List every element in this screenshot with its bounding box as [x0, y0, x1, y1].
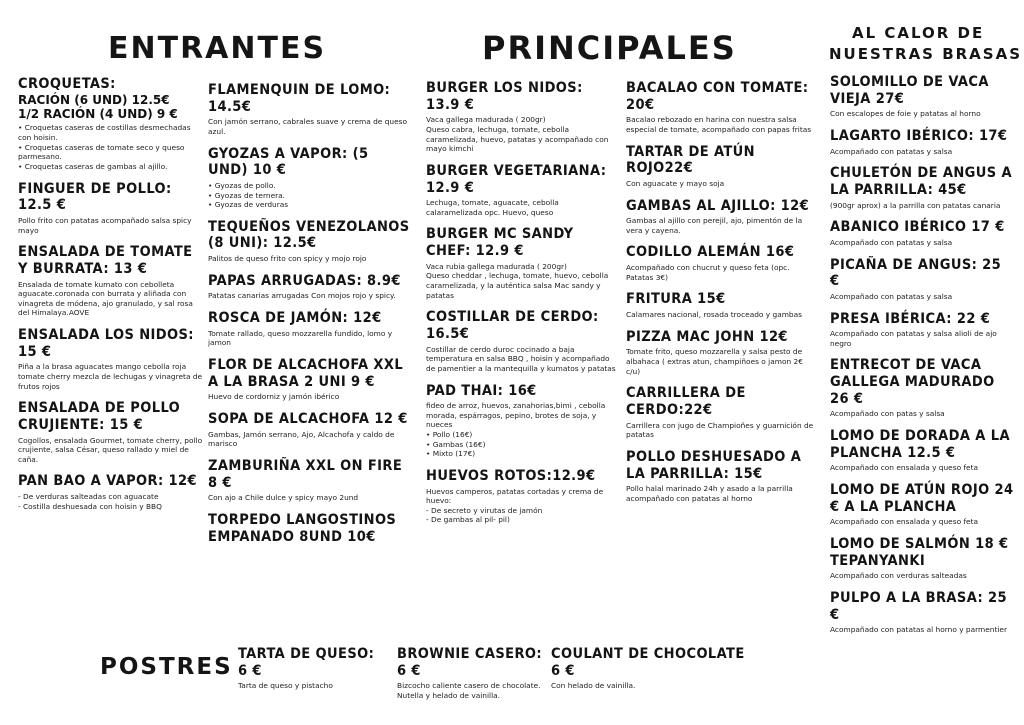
description-line: Ensalada de tomate kumato con cebolleta aguacate.coronada con burrata y aliñada con vinagreta de módena, ajo granulado, y sal rosa del Himalaya.AOVE: [18, 279, 193, 318]
menu-item-description: [18, 492, 203, 511]
menu-item-title: CODILLO ALEMÁN 16€: [626, 244, 795, 261]
menu-item-title: COULANT DE CHOCOLATE 6 €: [551, 646, 745, 679]
description-line: Con aguacate y mayo soja: [626, 178, 725, 188]
menu-item-title: CARRILLERA DE CERDO:22€: [626, 385, 746, 418]
menu-item-description: [830, 329, 1015, 348]
menu-item-description: [626, 310, 816, 320]
menu-item-tequenos-venezolanos-8-uni-12-5: [208, 219, 413, 264]
menu-item-pad-thai-16: [426, 383, 616, 459]
menu-item-tartar-de-atun-rojo22: [626, 144, 816, 189]
heading-brasas-line2: NUESTRAS BRASAS: [829, 45, 1023, 63]
menu-item-description: [830, 571, 1015, 581]
description-line: Con jamón serrano, cabrales suave y crema de queso azul.: [208, 117, 407, 136]
menu-item-entrecot-de-vaca-gallega-madurado-26: [830, 357, 1015, 419]
menu-item-description: [18, 280, 203, 319]
description-line: Pollo halal marinado 24h y asado a la parrilla acompañado con patatas al horno: [626, 484, 793, 503]
menu-item-title: BACALAO CON TOMATE: 20€: [626, 80, 809, 113]
menu-item-presa-iberica-22: [830, 311, 1015, 349]
menu-item-torpedo-langostinos-empanado-8und-10: [208, 512, 413, 545]
menu-item-fritura-15: [626, 291, 816, 319]
menu-item-title: ENSALADA LOS NIDOS: 15 €: [18, 327, 194, 360]
menu-item-description: [18, 362, 203, 391]
menu-item-title: CROQUETAS:: [18, 76, 116, 92]
menu-item-burger-los-nidos-13-9: [426, 80, 616, 154]
menu-item-rosca-de-jamon-12: [208, 310, 413, 348]
menu-item-description: [626, 115, 816, 134]
description-line: • Gyozas de ternera.: [208, 190, 286, 200]
heading-principales: PRINCIPALES: [482, 29, 737, 67]
description-line: Tomate frito, queso mozzarella y salsa pesto de albahaca ( extras atun, champiñoes o jamon 2€ c/u): [626, 347, 803, 376]
menu-item-zamburina-xxl-on-fire-8: [208, 458, 413, 503]
description-line: Gambas, Jamón serrano, Ajo, Alcachofa y caldo de marisco: [208, 429, 395, 449]
description-line: Con ajo a Chile dulce y spicy mayo 2und: [208, 493, 359, 503]
description-line: - De verduras salteadas con aguacate: [18, 492, 159, 502]
description-line: Acompañado con patatas y salsa alioli de ajo negro: [830, 329, 997, 348]
description-line: Tarta de queso y pistacho: [238, 681, 333, 691]
menu-item-title: PICAÑA DE ANGUS: 25 €: [830, 256, 1002, 290]
menu-item-burger-mc-sandy-chef-12-9: [426, 226, 616, 300]
menu-item-lomo-de-atun-rojo-24-a-la-plancha: [830, 482, 1015, 527]
heading-entrantes: ENTRANTES: [108, 31, 327, 66]
menu-item-description: [830, 517, 1015, 527]
menu-item-description: [830, 238, 1015, 248]
description-line: Con escalopes de foie y patatas al horno: [830, 109, 981, 119]
description-line: - De gambas al pil- pil): [426, 515, 510, 525]
menu-item-costillar-de-cerdo-16-5: [426, 309, 616, 373]
menu-item-finguer-de-pollo-12-5: [18, 181, 203, 236]
menu-item-description: [830, 292, 1015, 302]
description-line: Costillar de cerdo duroc cocinado a baja temperatura en salsa BBQ , hoisin y acompañado de pamentier a la mantequilla y kumatos y patatas: [426, 344, 616, 373]
description-line: Bacalao rebozado en harina con nuestra salsa especial de tomate, acompañado con papas fritas: [626, 115, 812, 134]
menu-item-title: LAGARTO IBÉRICO: 17€: [830, 127, 1008, 144]
column-principales-1: [426, 80, 616, 534]
menu-item-flamenquin-de-lomo-14-5: [208, 82, 413, 137]
menu-item-title: ABANICO IBÉRICO 17 €: [830, 219, 1005, 236]
menu-item-title: ENSALADA DE TOMATE Y BURRATA: 13 €: [18, 244, 193, 277]
menu-item-title: LOMO DE SALMÓN 18 € TEPANYANKI: [830, 536, 1009, 569]
menu-item-description: [426, 115, 616, 154]
menu-item-description: [238, 681, 388, 691]
menu-item-description: [626, 421, 816, 440]
description-line: Huevo de cordorniz y jamón ibérico: [208, 392, 340, 402]
column-principales-2: [626, 80, 816, 512]
menu-item-title: PIZZA MAC JOHN 12€: [626, 328, 788, 345]
description-line: Patatas canarias arrugadas Con mojos rojo y spicy.: [208, 291, 396, 301]
menu-item-title: POLLO DESHUESADO A LA PARRILLA: 15€: [626, 448, 802, 482]
menu-item-description: [626, 179, 816, 189]
description-line: Acompañado con patatas y salsa: [830, 237, 953, 247]
menu-item-description: [830, 463, 1015, 473]
menu-item-description: [626, 484, 816, 503]
menu-item-description: [208, 291, 413, 301]
menu-item-title: TARTAR DE ATÚN ROJO22€: [626, 143, 755, 177]
description-line: Carrillera con jugo de Champioñes y guarnición de patatas: [626, 420, 814, 440]
description-line: Acompañado con patatas y salsa: [830, 291, 953, 301]
menu-item-description: [18, 123, 203, 171]
description-line: Vaca rubia gallega madurada ( 200gr): [426, 261, 567, 271]
menu-item-tarta-de-queso-6: [238, 646, 388, 691]
menu-item-description: [208, 181, 413, 210]
description-line: - De secreto y virutas de jamón: [426, 505, 543, 515]
heading-postres: POSTRES: [100, 654, 233, 680]
description-line: Nutella y helado de vainilla.: [397, 690, 501, 700]
description-line: • Pollo (16€): [426, 430, 473, 440]
menu-item-brownie-casero-6: [397, 646, 547, 701]
description-line: Vaca gallega madurada ( 200gr): [426, 115, 546, 125]
menu-item-description: [208, 430, 413, 449]
menu-item-title: BURGER MC SANDY CHEF: 12.9 €: [426, 226, 574, 260]
menu-item-title: FRITURA 15€: [626, 291, 726, 308]
heading-brasas-line1: AL CALOR DE: [852, 24, 985, 42]
description-line: Calamares nacional, rosada troceado y gambas: [626, 310, 802, 320]
postre-tarta: [238, 646, 388, 700]
description-line: Acompañado con verduras salteadas: [830, 571, 967, 581]
description-line: Cogollos, ensalada Gourmet, tomate cherry, pollo crujiente, salsa César, queso rallado y miel de caña.: [18, 435, 203, 464]
menu-item-title: BURGER VEGETARIANA: 12.9 €: [426, 162, 607, 196]
menu-item-title: FLOR DE ALCACHOFA XXL A LA BRASA 2 UNI 9 €: [208, 357, 404, 390]
menu-item-description: [830, 201, 1015, 211]
menu-item-huevos-rotos-12-9: [426, 468, 616, 525]
menu-item-solomillo-de-vaca-vieja-27: [830, 74, 1015, 119]
description-line: Palitos de queso frito con spicy y mojo rojo: [208, 254, 367, 264]
menu-item-description: [426, 198, 616, 217]
menu-item-title: PRESA IBÉRICA: 22 €: [830, 310, 991, 327]
menu-item-portion: 1/2 RACIÓN (4 UND) 9 €: [18, 107, 178, 122]
menu-item-description: [208, 329, 413, 348]
menu-item-title: PULPO A LA BRASA: 25 €: [830, 589, 1007, 623]
description-line: Acompañado con chucrut y queso feta (opc. Patatas 3€): [626, 263, 790, 282]
menu-item-title: TORPEDO LANGOSTINOS EMPANADO 8UND 10€: [208, 511, 397, 545]
description-line: Acompañado con patatas al horno y parmentier: [830, 625, 1008, 635]
description-line: Acompañado con patatas y salsa: [830, 146, 953, 156]
menu-item-title: BURGER LOS NIDOS: 13.9 €: [426, 80, 583, 113]
description-line: Acompañado con ensalada y queso feta: [830, 463, 979, 473]
menu-item-title: SOLOMILLO DE VACA VIEJA 27€: [830, 74, 989, 107]
description-line: Huevos camperos, patatas cortadas y crema de huevo:: [426, 486, 604, 506]
menu-item-title: FLAMENQUIN DE LOMO: 14.5€: [208, 82, 391, 115]
column-entrantes-1: [18, 76, 203, 520]
menu-item-description: [208, 254, 413, 264]
postre-brownie: [397, 646, 547, 710]
menu-item-ensalada-los-nidos-15: [18, 327, 203, 391]
description-line: Con helado de vainilla.: [551, 681, 636, 691]
menu-item-gambas-al-ajillo-12: [626, 198, 816, 236]
menu-item-title: TARTA DE QUESO: 6 €: [238, 646, 375, 679]
menu-item-title: PAPAS ARRUGADAS: 8.9€: [208, 272, 401, 289]
description-line: • Croquetas caseras de tomate seco y queso parmesano.: [18, 142, 185, 162]
description-line: Queso cabra, lechuga, tomate, cebolla caramelizada, huevo, patatas y acompañado con mayo kimchi: [426, 124, 609, 154]
description-line: Bizcocho caliente casero de chocolate.: [397, 681, 541, 691]
description-line: Tomate rallado, queso mozzarella fundido, lomo y jamon: [208, 328, 393, 348]
menu-item-description: [18, 436, 203, 465]
menu-item-chuleton-de-angus-a-la-parrilla-45: [830, 165, 1015, 210]
menu-item-description: [830, 109, 1015, 119]
menu-item-portion: RACIÓN (6 UND) 12.5€: [18, 92, 170, 107]
column-brasas: [830, 74, 1015, 644]
menu-item-description: [208, 117, 413, 136]
menu-item-description: [426, 487, 616, 526]
menu-item-title: ENSALADA DE POLLO CRUJIENTE: 15 €: [18, 400, 181, 433]
menu-item-lomo-de-salmon-18-tepanyanki: [830, 536, 1015, 581]
menu-item-description: [426, 401, 616, 459]
menu-item-lomo-de-dorada-a-la-plancha-12-5: [830, 428, 1015, 473]
description-line: Pollo frito con patatas acompañado salsa spicy mayo: [18, 215, 192, 235]
menu-item-title: BROWNIE CASERO: 6 €: [397, 646, 543, 679]
menu-item-pulpo-a-la-brasa-25: [830, 590, 1015, 635]
menu-item-title: COSTILLAR DE CERDO: 16.5€: [426, 309, 599, 342]
menu-item-description: [830, 625, 1015, 635]
menu-item-pan-bao-a-vapor-12: [18, 473, 203, 511]
menu-item-description: [626, 216, 816, 235]
menu-item-title: TEQUEÑOS VENEZOLANOS (8 UNI): 12.5€: [208, 218, 410, 252]
description-line: Gambas al ajillo con perejil, ajo, pimentón de la vera y cayena.: [626, 216, 803, 235]
description-line: Acompañado con ensalada y queso feta: [830, 517, 979, 527]
description-line: - Costilla deshuesada con hoisin y BBQ: [18, 501, 162, 511]
menu-item-description: [426, 262, 616, 301]
menu-item-sopa-de-alcachofa-12: [208, 411, 413, 449]
menu-item-title: FINGUER DE POLLO: 12.5 €: [18, 180, 172, 214]
menu-item-title: PAN BAO A VAPOR: 12€: [18, 473, 197, 490]
menu-item-abanico-iberico-17: [830, 219, 1015, 247]
menu-item-ensalada-de-pollo-crujiente-15: [18, 400, 203, 464]
menu-item-description: [626, 263, 816, 282]
menu-item-title: ZAMBURIÑA XXL ON FIRE 8 €: [208, 457, 403, 491]
description-line: • Croquetas caseras de gambas al ajillo.: [18, 161, 168, 171]
menu-item-title: LOMO DE ATÚN ROJO 24 € A LA PLANCHA: [830, 482, 1014, 515]
menu-item-bacalao-con-tomate-20: [626, 80, 816, 135]
menu-item-description: [397, 681, 547, 700]
menu-item-burger-vegetariana-12-9: [426, 163, 616, 218]
menu-item-title: PAD THAI: 16€: [426, 382, 537, 399]
menu-item-papas-arrugadas-8-9: [208, 273, 413, 301]
description-line: Piña a la brasa aguacates mango cebolla roja tomate cherry mezcla de lechugas y vinagreta de frutos rojos: [18, 362, 203, 391]
description-line: Queso cheddar , lechuga, tomate, huevo, cebolla caramelizada, y la auténtica salsa Mac sandy y patatas: [426, 271, 609, 300]
menu-item-coulant-de-chocolate-6: [551, 646, 751, 691]
menu-item-lagarto-iberico-17: [830, 128, 1015, 156]
menu-item-title: ROSCA DE JAMÓN: 12€: [208, 310, 382, 327]
description-line: fideo de arroz, huevos, zanahorias,bimi , cebolla morada, espárragos, pepino, brotes de soja, y nueces: [426, 401, 606, 430]
menu-item-description: [426, 345, 616, 374]
description-line: • Gambas (16€): [426, 439, 486, 449]
menu-item-title: LOMO DE DORADA A LA PLANCHA 12.5 €: [830, 428, 1010, 461]
description-line: Acompañado con patas y salsa: [830, 409, 945, 419]
menu-item-picana-de-angus-25: [830, 257, 1015, 302]
menu-item-codillo-aleman-16: [626, 244, 816, 282]
description-line: • Croquetas caseras de costillas desmechadas con hoisin.: [18, 123, 191, 143]
description-line: • Gyozas de verduras: [208, 200, 289, 210]
menu-item-carrillera-de-cerdo-22: [626, 385, 816, 440]
menu-item-pizza-mac-john-12: [626, 329, 816, 377]
menu-item-title: SOPA DE ALCACHOFA 12 €: [208, 410, 408, 427]
menu-item-title: HUEVOS ROTOS:12.9€: [426, 467, 596, 484]
menu-item-pollo-deshuesado-a-la-parrilla-15: [626, 449, 816, 504]
menu-item-gyozas-a-vapor-5-und-10: [208, 146, 413, 210]
menu-item-description: [208, 392, 413, 402]
description-line: Lechuga, tomate, aguacate, cebolla calaramelizada opc. Huevo, queso: [426, 198, 559, 217]
menu-item-title: CHULETÓN DE ANGUS A LA PARRILLA: 45€: [830, 165, 1012, 198]
description-line: • Gyozas de pollo.: [208, 180, 276, 190]
menu-item-title: GAMBAS AL AJILLO: 12€: [626, 197, 810, 214]
postre-coulant: [551, 646, 751, 700]
menu-item-description: [18, 216, 203, 235]
description-line: (900gr aprox) a la parrilla con patatas canaria: [830, 200, 1001, 210]
menu-item-description: [830, 147, 1015, 157]
menu-item-description: [626, 347, 816, 376]
menu-item-description: [208, 493, 413, 503]
description-line: • Mixto (17€): [426, 449, 476, 459]
menu-item-title: GYOZAS A VAPOR: (5 UND) 10 €: [208, 145, 369, 179]
menu-item-description: [551, 681, 751, 691]
menu-item-title: ENTRECOT DE VACA GALLEGA MADURADO 26 €: [830, 357, 995, 407]
menu-item-description: [830, 409, 1015, 419]
menu-item-flor-de-alcachofa-xxl-a-la-brasa-2-uni-9: [208, 357, 413, 402]
column-entrantes-2: [208, 82, 413, 554]
menu-item-croquetas: [18, 76, 203, 172]
menu-item-ensalada-de-tomate-y-burrata-13: [18, 244, 203, 318]
